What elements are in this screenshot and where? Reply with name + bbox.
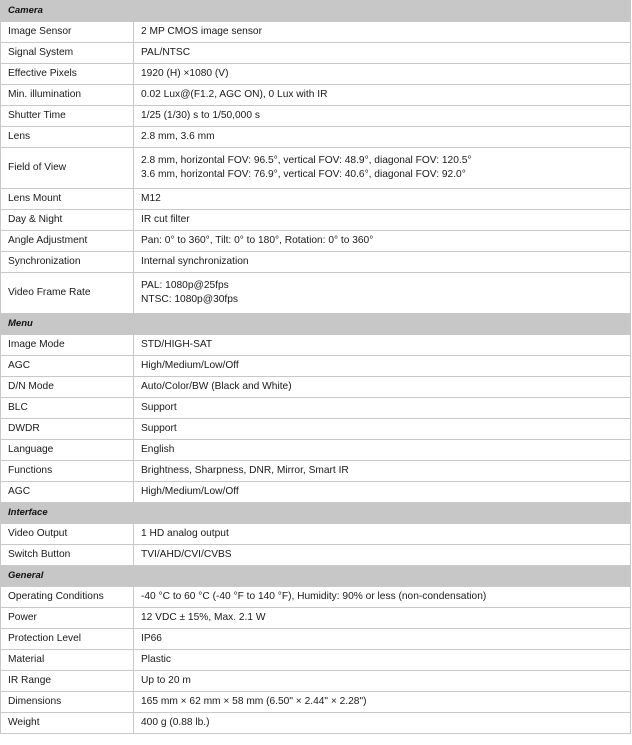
spec-value [134,398,631,419]
section-title: Camera [1,1,631,22]
spec-value [134,252,631,273]
spec-row [1,482,631,503]
spec-row [1,713,631,734]
spec-label: Switch Button [1,545,134,566]
spec-label: IR Range [1,671,134,692]
spec-value [134,106,631,127]
spec-row [1,545,631,566]
spec-value-line: Up to 20 m [141,675,191,686]
spec-value-line: Auto/Color/BW (Black and White) [141,381,292,392]
spec-value-line: 12 VDC ± 15%, Max. 2.1 W [141,612,266,623]
spec-label: Day & Night [1,210,134,231]
spec-label: Field of View [1,148,134,189]
spec-row [1,189,631,210]
spec-value-line: IP66 [141,633,162,644]
spec-label: Image Mode [1,335,134,356]
spec-value [134,692,631,713]
spec-value-line: Support [141,423,177,434]
spec-row [1,85,631,106]
spec-label: Operating Conditions [1,587,134,608]
spec-value-line: TVI/AHD/CVI/CVBS [141,549,232,560]
spec-row [1,252,631,273]
spec-label: Material [1,650,134,671]
spec-label: Weight [1,713,134,734]
spec-label: Functions [1,461,134,482]
spec-value [134,273,631,314]
spec-value-line: High/Medium/Low/Off [141,360,239,371]
section-header-general [1,566,631,587]
spec-value-line: Plastic [141,654,172,665]
spec-value [134,148,631,189]
spec-value-line: High/Medium/Low/Off [141,486,239,497]
spec-row [1,671,631,692]
spec-label: Synchronization [1,252,134,273]
spec-value [134,482,631,503]
spec-row [1,692,631,713]
spec-row [1,440,631,461]
spec-value-line: M12 [141,193,161,204]
spec-value-line: 3.6 mm, horizontal FOV: 76.9°, vertical FOV: 40.6°, diagonal FOV: 92.0° [141,169,466,180]
spec-row [1,127,631,148]
spec-value-line: Pan: 0° to 360°, Tilt: 0° to 180°, Rotation: 0° to 360° [141,235,374,246]
spec-value-line: English [141,444,175,455]
spec-row [1,210,631,231]
spec-row [1,377,631,398]
spec-label: Image Sensor [1,22,134,43]
spec-row [1,419,631,440]
spec-value [134,231,631,252]
spec-value [134,587,631,608]
section-title: Menu [1,314,631,335]
spec-row [1,524,631,545]
spec-value-line: 1920 (H) ×1080 (V) [141,68,229,79]
spec-row [1,398,631,419]
spec-label: Lens Mount [1,189,134,210]
spec-value [134,419,631,440]
spec-label: Lens [1,127,134,148]
spec-value [134,461,631,482]
spec-label: DWDR [1,419,134,440]
spec-value [134,650,631,671]
spec-value [134,377,631,398]
spec-row [1,273,631,314]
spec-value [134,713,631,734]
spec-value [134,440,631,461]
spec-row [1,356,631,377]
spec-label: AGC [1,482,134,503]
spec-value [134,335,631,356]
spec-label: BLC [1,398,134,419]
spec-label: Language [1,440,134,461]
spec-value-line: 165 mm × 62 mm × 58 mm (6.50" × 2.44" × 2.28") [141,696,367,707]
spec-value [134,85,631,106]
spec-value [134,210,631,231]
spec-row [1,148,631,189]
spec-value [134,608,631,629]
spec-row [1,106,631,127]
spec-value-line: -40 °C to 60 °C (-40 °F to 140 °F), Humidity: 90% or less (non-condensation) [141,591,487,602]
section-header-menu [1,314,631,335]
spec-label: Effective Pixels [1,64,134,85]
spec-value [134,64,631,85]
spec-value-line: Brightness, Sharpness, DNR, Mirror, Smart IR [141,465,349,476]
spec-value [134,356,631,377]
spec-value [134,189,631,210]
spec-label: D/N Mode [1,377,134,398]
spec-value-line: 1/25 (1/30) s to 1/50,000 s [141,110,260,121]
spec-label: AGC [1,356,134,377]
section-title: General [1,566,631,587]
spec-label: Angle Adjustment [1,231,134,252]
spec-value [134,524,631,545]
spec-label: Protection Level [1,629,134,650]
spec-value-line: 2.8 mm, horizontal FOV: 96.5°, vertical FOV: 48.9°, diagonal FOV: 120.5° [141,155,472,166]
spec-row [1,650,631,671]
section-header-camera [1,1,631,22]
section-title: Interface [1,503,631,524]
spec-value-line: Internal synchronization [141,256,249,267]
spec-label: Video Frame Rate [1,273,134,314]
spec-value [134,629,631,650]
spec-row [1,64,631,85]
spec-row [1,461,631,482]
spec-label: Video Output [1,524,134,545]
spec-value-line: PAL: 1080p@25fps [141,280,229,291]
spec-row [1,335,631,356]
spec-row [1,608,631,629]
spec-value-line: Support [141,402,177,413]
spec-label: Signal System [1,43,134,64]
spec-value [134,127,631,148]
spec-label: Min. illumination [1,85,134,106]
spec-value-line: NTSC: 1080p@30fps [141,294,238,305]
spec-value [134,22,631,43]
spec-value-line: 2 MP CMOS image sensor [141,26,262,37]
spec-value-line: STD/HIGH-SAT [141,339,213,350]
spec-value-line: 1 HD analog output [141,528,229,539]
spec-row [1,231,631,252]
spec-row [1,629,631,650]
spec-label: Dimensions [1,692,134,713]
spec-row [1,22,631,43]
section-header-interface [1,503,631,524]
spec-value-line: PAL/NTSC [141,47,191,58]
spec-value-line: IR cut filter [141,214,190,225]
spec-row [1,43,631,64]
spec-row [1,587,631,608]
spec-label: Power [1,608,134,629]
spec-label: Shutter Time [1,106,134,127]
spec-value-line: 2.8 mm, 3.6 mm [141,131,215,142]
spec-value [134,43,631,64]
spec-value [134,545,631,566]
spec-value [134,671,631,692]
spec-value-line: 400 g (0.88 lb.) [141,717,210,728]
spec-value-line: 0.02 Lux@(F1.2, AGC ON), 0 Lux with IR [141,89,328,100]
